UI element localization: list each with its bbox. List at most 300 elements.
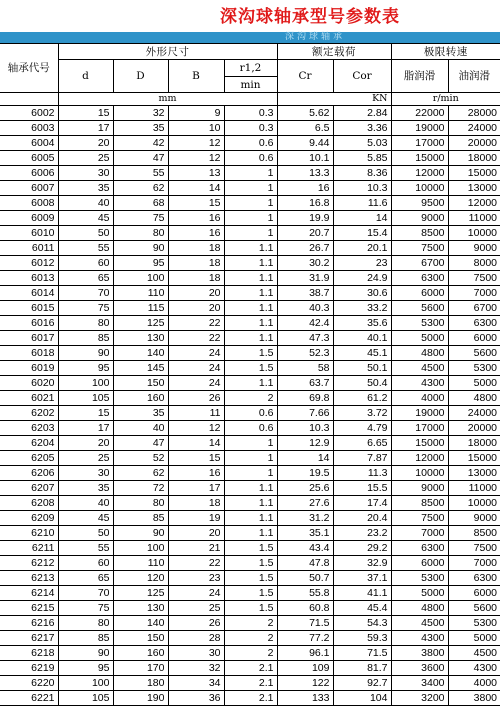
cell-r: 0.3	[224, 121, 277, 136]
cell-D: 47	[113, 436, 168, 451]
cell-oil-speed: 6300	[448, 571, 500, 586]
cell-D: 80	[113, 496, 168, 511]
table-row	[0, 166, 500, 181]
cell-D: 72	[113, 481, 168, 496]
cell-d: 40	[58, 196, 113, 211]
cell-grease-speed: 6300	[391, 271, 448, 286]
cell-oil-speed: 6000	[448, 586, 500, 601]
cell-B: 20	[168, 301, 224, 316]
cell-r: 2	[224, 616, 277, 631]
cell-d: 105	[58, 691, 113, 706]
cell-cr: 30.2	[277, 256, 333, 271]
table-row	[0, 631, 500, 646]
cell-B: 10	[168, 121, 224, 136]
cell-D: 95	[113, 256, 168, 271]
unit-kn: KN	[277, 93, 391, 106]
table-body	[0, 106, 500, 706]
cell-grease-speed: 5300	[391, 571, 448, 586]
table-row	[0, 391, 500, 406]
cell-code: 6218	[0, 646, 58, 661]
cell-code: 6219	[0, 661, 58, 676]
cell-grease-speed: 4500	[391, 361, 448, 376]
table-row	[0, 361, 500, 376]
cell-cr: 10.1	[277, 151, 333, 166]
cell-d: 30	[58, 166, 113, 181]
cell-code: 6002	[0, 106, 58, 121]
cell-B: 12	[168, 421, 224, 436]
cell-D: 35	[113, 121, 168, 136]
cell-grease-speed: 4500	[391, 616, 448, 631]
cell-oil-speed: 6000	[448, 331, 500, 346]
cell-D: 190	[113, 691, 168, 706]
cell-cor: 24.9	[333, 271, 391, 286]
cell-cr: 38.7	[277, 286, 333, 301]
cell-r: 1.1	[224, 331, 277, 346]
cell-B: 34	[168, 676, 224, 691]
cell-B: 20	[168, 526, 224, 541]
cell-oil-speed: 9000	[448, 241, 500, 256]
cell-D: 42	[113, 136, 168, 151]
cell-cr: 47.8	[277, 556, 333, 571]
cell-code: 6009	[0, 211, 58, 226]
cell-oil-speed: 7000	[448, 286, 500, 301]
cell-B: 28	[168, 631, 224, 646]
cell-cr: 63.7	[277, 376, 333, 391]
cell-B: 24	[168, 376, 224, 391]
cell-D: 55	[113, 166, 168, 181]
cell-cr: 5.62	[277, 106, 333, 121]
cell-d: 60	[58, 556, 113, 571]
cell-r: 2.1	[224, 661, 277, 676]
cell-r: 1.1	[224, 286, 277, 301]
table-row	[0, 211, 500, 226]
cell-r: 1.5	[224, 556, 277, 571]
unit-rpm: r/min	[391, 93, 500, 106]
cell-code: 6213	[0, 571, 58, 586]
header-oil: 油润滑	[448, 60, 500, 93]
cell-grease-speed: 7500	[391, 241, 448, 256]
cell-d: 75	[58, 301, 113, 316]
cell-grease-speed: 5000	[391, 331, 448, 346]
cell-r: 1	[224, 466, 277, 481]
cell-D: 160	[113, 391, 168, 406]
cell-grease-speed: 12000	[391, 451, 448, 466]
cell-d: 20	[58, 436, 113, 451]
cell-oil-speed: 8000	[448, 256, 500, 271]
cell-B: 12	[168, 151, 224, 166]
cell-cr: 35.1	[277, 526, 333, 541]
cell-grease-speed: 8500	[391, 226, 448, 241]
cell-code: 6005	[0, 151, 58, 166]
cell-oil-speed: 12000	[448, 196, 500, 211]
cell-cr: 69.8	[277, 391, 333, 406]
cell-cr: 14	[277, 451, 333, 466]
cell-D: 180	[113, 676, 168, 691]
cell-oil-speed: 7500	[448, 271, 500, 286]
cell-d: 45	[58, 211, 113, 226]
cell-code: 6215	[0, 601, 58, 616]
cell-oil-speed: 5000	[448, 631, 500, 646]
cell-grease-speed: 4300	[391, 631, 448, 646]
header-dimensions: 外形尺寸	[58, 44, 277, 60]
cell-cor: 5.03	[333, 136, 391, 151]
cell-cor: 2.84	[333, 106, 391, 121]
table-row	[0, 436, 500, 451]
cell-D: 90	[113, 526, 168, 541]
cell-r: 1.1	[224, 526, 277, 541]
cell-d: 85	[58, 631, 113, 646]
cell-code: 6007	[0, 181, 58, 196]
cell-B: 14	[168, 436, 224, 451]
cell-code: 6016	[0, 316, 58, 331]
header-d: d	[58, 60, 113, 93]
cell-code: 6202	[0, 406, 58, 421]
cell-B: 25	[168, 601, 224, 616]
cell-cor: 23	[333, 256, 391, 271]
cell-r: 1	[224, 226, 277, 241]
cell-B: 20	[168, 286, 224, 301]
cell-cor: 81.7	[333, 661, 391, 676]
cell-cor: 15.4	[333, 226, 391, 241]
cell-r: 2	[224, 646, 277, 661]
cell-cor: 6.65	[333, 436, 391, 451]
table-row	[0, 481, 500, 496]
cell-grease-speed: 7500	[391, 511, 448, 526]
cell-r: 1.5	[224, 571, 277, 586]
cell-cr: 27.6	[277, 496, 333, 511]
cell-grease-speed: 9000	[391, 481, 448, 496]
cell-D: 140	[113, 346, 168, 361]
cell-cor: 17.4	[333, 496, 391, 511]
cell-cor: 40.1	[333, 331, 391, 346]
cell-D: 62	[113, 466, 168, 481]
cell-D: 100	[113, 541, 168, 556]
cell-code: 6211	[0, 541, 58, 556]
header-r-min: min	[224, 77, 277, 93]
cell-grease-speed: 12000	[391, 166, 448, 181]
cell-d: 30	[58, 466, 113, 481]
cell-r: 0.3	[224, 106, 277, 121]
cell-B: 22	[168, 331, 224, 346]
cell-cr: 12.9	[277, 436, 333, 451]
cell-oil-speed: 5600	[448, 346, 500, 361]
cell-oil-speed: 3800	[448, 691, 500, 706]
page-title: 深沟球轴承型号参数表	[220, 7, 400, 27]
cell-d: 55	[58, 541, 113, 556]
cell-code: 6008	[0, 196, 58, 211]
cell-d: 85	[58, 331, 113, 346]
cell-B: 36	[168, 691, 224, 706]
cell-cor: 104	[333, 691, 391, 706]
cell-grease-speed: 6000	[391, 286, 448, 301]
cell-oil-speed: 28000	[448, 106, 500, 121]
cell-cor: 29.2	[333, 541, 391, 556]
cell-grease-speed: 3200	[391, 691, 448, 706]
cell-oil-speed: 7500	[448, 541, 500, 556]
cell-d: 35	[58, 481, 113, 496]
cell-cr: 9.44	[277, 136, 333, 151]
cell-oil-speed: 9000	[448, 511, 500, 526]
cell-d: 20	[58, 136, 113, 151]
cell-B: 24	[168, 361, 224, 376]
bearing-parameter-table	[0, 43, 500, 706]
header-row-groups	[0, 44, 500, 60]
cell-cr: 71.5	[277, 616, 333, 631]
cell-grease-speed: 9000	[391, 211, 448, 226]
cell-d: 17	[58, 421, 113, 436]
table-row	[0, 286, 500, 301]
cell-cr: 19.9	[277, 211, 333, 226]
cell-d: 25	[58, 151, 113, 166]
cell-r: 1	[224, 211, 277, 226]
cell-code: 6209	[0, 511, 58, 526]
cell-cor: 33.2	[333, 301, 391, 316]
cell-oil-speed: 5000	[448, 376, 500, 391]
table-row	[0, 301, 500, 316]
cell-code: 6203	[0, 421, 58, 436]
cell-cr: 52.3	[277, 346, 333, 361]
cell-oil-speed: 13000	[448, 181, 500, 196]
cell-r: 1	[224, 181, 277, 196]
cell-code: 6017	[0, 331, 58, 346]
cell-B: 23	[168, 571, 224, 586]
cell-cor: 10.3	[333, 181, 391, 196]
cell-cr: 122	[277, 676, 333, 691]
table-row	[0, 571, 500, 586]
table-row	[0, 376, 500, 391]
cell-oil-speed: 6300	[448, 316, 500, 331]
cell-cor: 20.4	[333, 511, 391, 526]
table-row	[0, 586, 500, 601]
table-row	[0, 556, 500, 571]
cell-code: 6014	[0, 286, 58, 301]
cell-cr: 58	[277, 361, 333, 376]
cell-d: 55	[58, 241, 113, 256]
cell-cr: 31.2	[277, 511, 333, 526]
cell-d: 35	[58, 181, 113, 196]
table-row	[0, 121, 500, 136]
header-r: r1,2	[224, 60, 277, 77]
cell-cr: 55.8	[277, 586, 333, 601]
cell-cor: 7.87	[333, 451, 391, 466]
cell-grease-speed: 7000	[391, 526, 448, 541]
cell-grease-speed: 3600	[391, 661, 448, 676]
cell-B: 22	[168, 316, 224, 331]
cell-B: 16	[168, 466, 224, 481]
cell-oil-speed: 20000	[448, 136, 500, 151]
cell-code: 6205	[0, 451, 58, 466]
cell-oil-speed: 18000	[448, 436, 500, 451]
cell-cor: 37.1	[333, 571, 391, 586]
cell-D: 120	[113, 571, 168, 586]
cell-cr: 43.4	[277, 541, 333, 556]
cell-cor: 14	[333, 211, 391, 226]
cell-d: 70	[58, 586, 113, 601]
cell-D: 40	[113, 421, 168, 436]
cell-cor: 23.2	[333, 526, 391, 541]
cell-cr: 40.3	[277, 301, 333, 316]
cell-B: 21	[168, 541, 224, 556]
cell-D: 90	[113, 241, 168, 256]
cell-d: 100	[58, 376, 113, 391]
cell-code: 6208	[0, 496, 58, 511]
cell-r: 1.1	[224, 481, 277, 496]
cell-D: 52	[113, 451, 168, 466]
table-row	[0, 196, 500, 211]
cell-oil-speed: 15000	[448, 451, 500, 466]
cell-d: 105	[58, 391, 113, 406]
cell-r: 1.1	[224, 496, 277, 511]
cell-code: 6207	[0, 481, 58, 496]
header-D: D	[113, 60, 168, 93]
cell-d: 90	[58, 646, 113, 661]
cell-code: 6214	[0, 586, 58, 601]
cell-cor: 3.72	[333, 406, 391, 421]
cell-oil-speed: 5300	[448, 361, 500, 376]
table-row	[0, 151, 500, 166]
table-row	[0, 451, 500, 466]
cell-r: 1	[224, 451, 277, 466]
cell-cor: 15.5	[333, 481, 391, 496]
cell-r: 1.1	[224, 256, 277, 271]
cell-D: 110	[113, 286, 168, 301]
cell-code: 6004	[0, 136, 58, 151]
cell-cor: 50.4	[333, 376, 391, 391]
cell-r: 0.6	[224, 421, 277, 436]
cell-grease-speed: 5300	[391, 316, 448, 331]
cell-d: 70	[58, 286, 113, 301]
cell-D: 100	[113, 271, 168, 286]
cell-B: 18	[168, 256, 224, 271]
cell-B: 15	[168, 451, 224, 466]
cell-oil-speed: 11000	[448, 211, 500, 226]
cell-grease-speed: 15000	[391, 151, 448, 166]
cell-oil-speed: 4800	[448, 391, 500, 406]
table-row	[0, 346, 500, 361]
table-row	[0, 526, 500, 541]
cell-cr: 16.8	[277, 196, 333, 211]
cell-d: 15	[58, 106, 113, 121]
cell-r: 1.1	[224, 271, 277, 286]
cell-D: 62	[113, 181, 168, 196]
cell-D: 125	[113, 586, 168, 601]
cell-B: 26	[168, 616, 224, 631]
cell-cr: 13.3	[277, 166, 333, 181]
cell-code: 6021	[0, 391, 58, 406]
table-row	[0, 661, 500, 676]
cell-B: 12	[168, 136, 224, 151]
cell-d: 95	[58, 661, 113, 676]
header-grease: 脂润滑	[391, 60, 448, 93]
table-row	[0, 616, 500, 631]
cell-code: 6204	[0, 436, 58, 451]
cell-oil-speed: 24000	[448, 406, 500, 421]
cell-code: 6015	[0, 301, 58, 316]
table-row	[0, 226, 500, 241]
table-row	[0, 601, 500, 616]
cell-code: 6010	[0, 226, 58, 241]
cell-D: 32	[113, 106, 168, 121]
header-B: B	[168, 60, 224, 93]
cell-grease-speed: 6300	[391, 541, 448, 556]
cell-d: 65	[58, 571, 113, 586]
cell-cor: 8.36	[333, 166, 391, 181]
cell-r: 1.5	[224, 541, 277, 556]
table-row	[0, 331, 500, 346]
cell-r: 1.1	[224, 241, 277, 256]
cell-code: 6011	[0, 241, 58, 256]
cell-cor: 45.1	[333, 346, 391, 361]
cell-grease-speed: 15000	[391, 436, 448, 451]
cell-grease-speed: 17000	[391, 136, 448, 151]
cell-d: 60	[58, 256, 113, 271]
table-row	[0, 136, 500, 151]
table-row	[0, 421, 500, 436]
cell-grease-speed: 22000	[391, 106, 448, 121]
table-row	[0, 106, 500, 121]
cell-oil-speed: 20000	[448, 421, 500, 436]
cell-cor: 54.3	[333, 616, 391, 631]
cell-D: 75	[113, 211, 168, 226]
cell-D: 160	[113, 646, 168, 661]
cell-d: 80	[58, 616, 113, 631]
cell-oil-speed: 24000	[448, 121, 500, 136]
cell-grease-speed: 19000	[391, 121, 448, 136]
cell-oil-speed: 5600	[448, 601, 500, 616]
cell-d: 45	[58, 511, 113, 526]
cell-oil-speed: 15000	[448, 166, 500, 181]
cell-r: 1.1	[224, 511, 277, 526]
cell-B: 17	[168, 481, 224, 496]
cell-D: 150	[113, 631, 168, 646]
cell-cor: 20.1	[333, 241, 391, 256]
cell-code: 6020	[0, 376, 58, 391]
cell-r: 1	[224, 166, 277, 181]
cell-cor: 5.85	[333, 151, 391, 166]
cell-B: 14	[168, 181, 224, 196]
unit-mm: mm	[58, 93, 277, 106]
cell-D: 130	[113, 601, 168, 616]
cell-r: 1.1	[224, 316, 277, 331]
table-row	[0, 271, 500, 286]
cell-r: 1.5	[224, 361, 277, 376]
cell-r: 1.5	[224, 601, 277, 616]
cell-D: 140	[113, 616, 168, 631]
cell-cor: 50.1	[333, 361, 391, 376]
cell-B: 18	[168, 241, 224, 256]
cell-D: 47	[113, 151, 168, 166]
cell-B: 30	[168, 646, 224, 661]
cell-cr: 6.5	[277, 121, 333, 136]
cell-B: 18	[168, 271, 224, 286]
cell-oil-speed: 10000	[448, 496, 500, 511]
header-cr: Cr	[277, 60, 333, 93]
cell-r: 1.5	[224, 586, 277, 601]
cell-grease-speed: 3400	[391, 676, 448, 691]
cell-cor: 41.1	[333, 586, 391, 601]
cell-grease-speed: 4800	[391, 601, 448, 616]
cell-oil-speed: 4300	[448, 661, 500, 676]
cell-D: 35	[113, 406, 168, 421]
cell-grease-speed: 3800	[391, 646, 448, 661]
cell-cor: 4.79	[333, 421, 391, 436]
cell-code: 6212	[0, 556, 58, 571]
cell-cr: 42.4	[277, 316, 333, 331]
cell-r: 2	[224, 391, 277, 406]
header-speed: 极限转速	[391, 44, 500, 60]
cell-d: 75	[58, 601, 113, 616]
cell-grease-speed: 6700	[391, 256, 448, 271]
